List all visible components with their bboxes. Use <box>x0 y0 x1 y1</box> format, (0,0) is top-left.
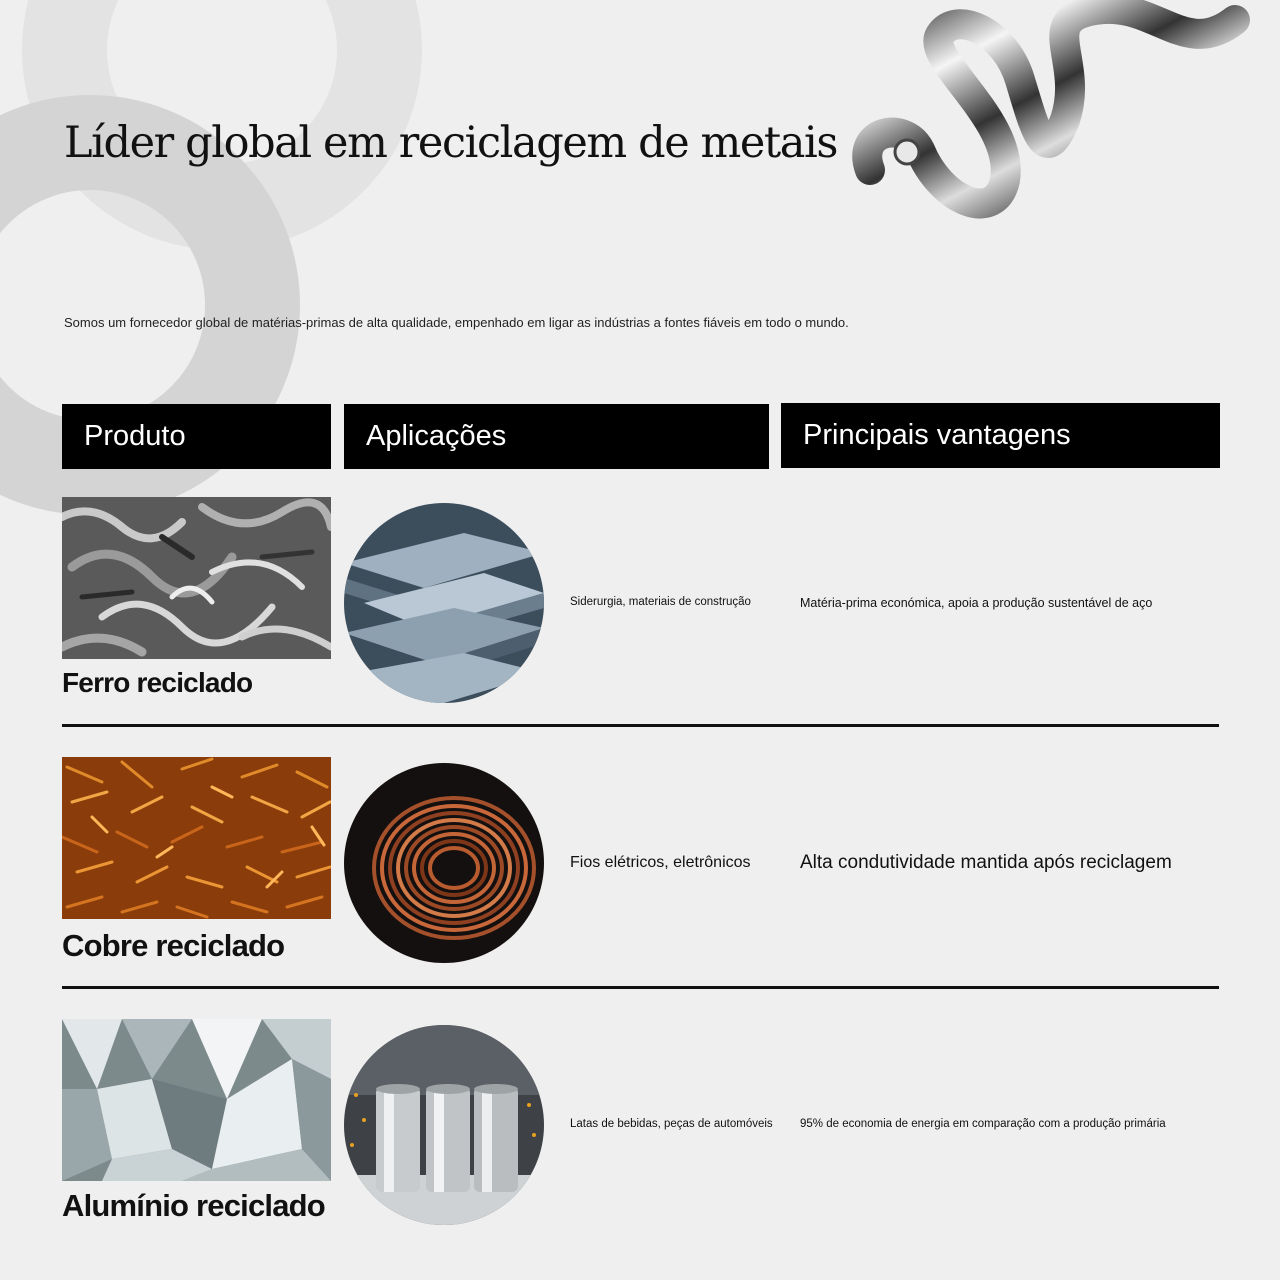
product-name: Alumínio reciclado <box>62 1188 325 1223</box>
steel-bars-photo <box>344 503 544 703</box>
product-applications: Siderurgia, materiais de construção <box>570 596 751 608</box>
product-advantages: Matéria-prima económica, apoia a produção sustentável de aço <box>800 596 1153 610</box>
product-applications: Fios elétricos, eletrônicos <box>570 854 751 871</box>
column-header-advantages: Principais vantagens <box>781 403 1220 468</box>
column-header-product: Produto <box>62 404 331 469</box>
aluminum-scrap-photo <box>62 1019 331 1181</box>
chrome-spiral-decoration <box>845 0 1265 235</box>
column-header-applications: Aplicações <box>344 404 769 469</box>
page-title: Líder global em reciclagem de metais <box>64 118 838 168</box>
row-divider <box>62 724 1219 727</box>
product-advantages: 95% de economia de energia em comparação com a produção primária <box>800 1118 1166 1130</box>
copper-wire-coil-photo <box>344 763 544 963</box>
iron-scrap-photo <box>62 497 331 659</box>
row-divider <box>62 986 1219 989</box>
copper-scrap-photo <box>62 757 331 919</box>
page-subtitle: Somos um fornecedor global de matérias-primas de alta qualidade, empenhado em ligar as indústrias a fontes fiáveis em todo o mundo. <box>64 315 849 330</box>
product-name: Cobre reciclado <box>62 928 285 963</box>
product-applications: Latas de bebidas, peças de automóveis <box>570 1118 773 1130</box>
product-name: Ferro reciclado <box>62 667 253 698</box>
product-advantages: Alta condutividade mantida após reciclagem <box>800 852 1172 873</box>
beverage-cans-photo <box>344 1025 544 1225</box>
